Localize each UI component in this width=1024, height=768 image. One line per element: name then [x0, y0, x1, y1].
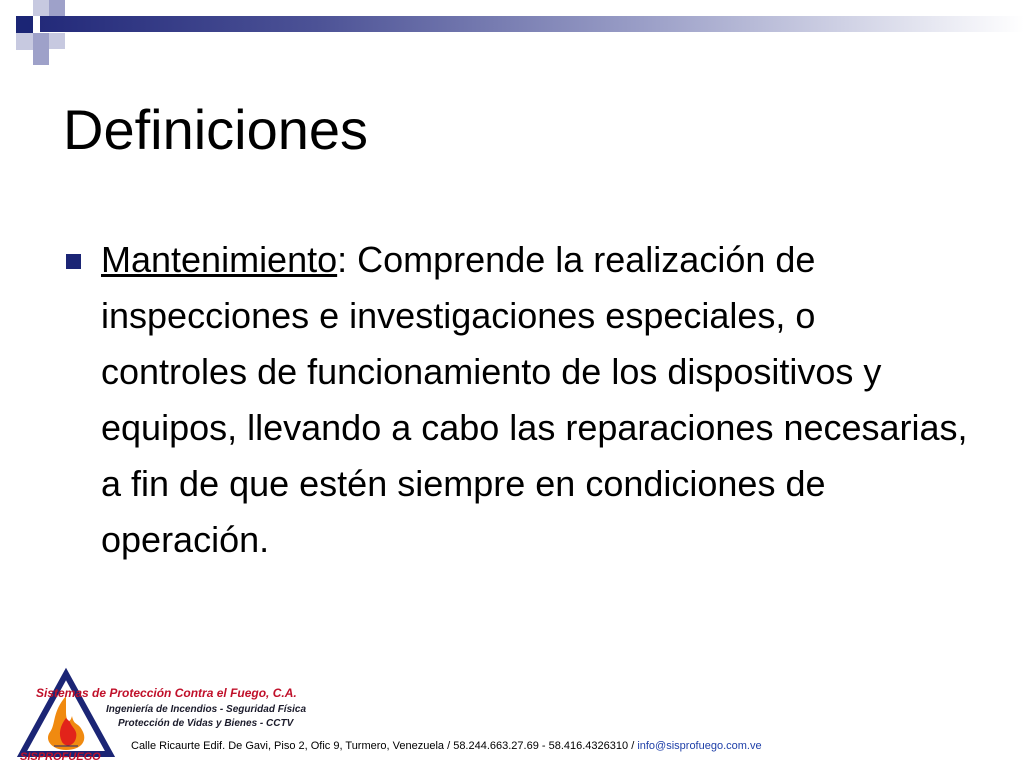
bullet-text [101, 232, 968, 568]
definition-text: : Comprende la realización de inspecciones e investigaciones especiales, o controles de funcionamiento de los dispositivos y equipos, llevando a cabo las reparaciones necesarias, a fin de que estén siempre en condiciones de operación. [101, 239, 968, 560]
decor-square-mid [33, 33, 49, 49]
header-gradient-bar [40, 16, 1024, 32]
decor-square-mid [33, 49, 49, 65]
footer-contact [131, 740, 762, 752]
decor-square-light [33, 0, 49, 16]
logo-company-name: Sistemas de Protección Contra el Fuego, C.A. [36, 686, 297, 700]
decor-square-mid [49, 0, 65, 16]
logo-tagline: Ingeniería de Incendios - Seguridad Física [106, 704, 307, 715]
decor-square-light [16, 33, 33, 50]
decor-square-light [49, 33, 65, 49]
square-bullet-icon [66, 254, 81, 269]
logo-brand-name: SISPROFUEGO [20, 751, 101, 763]
footer-email-link[interactable]: info@sisprofuego.com.ve [637, 740, 762, 752]
slide-title: Definiciones [63, 98, 369, 161]
defined-term: Mantenimiento [101, 239, 338, 280]
logo-tagline: Protección de Vidas y Bienes - CCTV [118, 718, 294, 729]
footer-address-text: Calle Ricaurte Edif. De Gavi, Piso 2, Ofic 9, Turmero, Venezuela / 58.244.663.27.69 - 58.416.4326310 / [131, 740, 638, 752]
decor-square-navy [16, 16, 33, 33]
bullet-item [63, 232, 968, 568]
